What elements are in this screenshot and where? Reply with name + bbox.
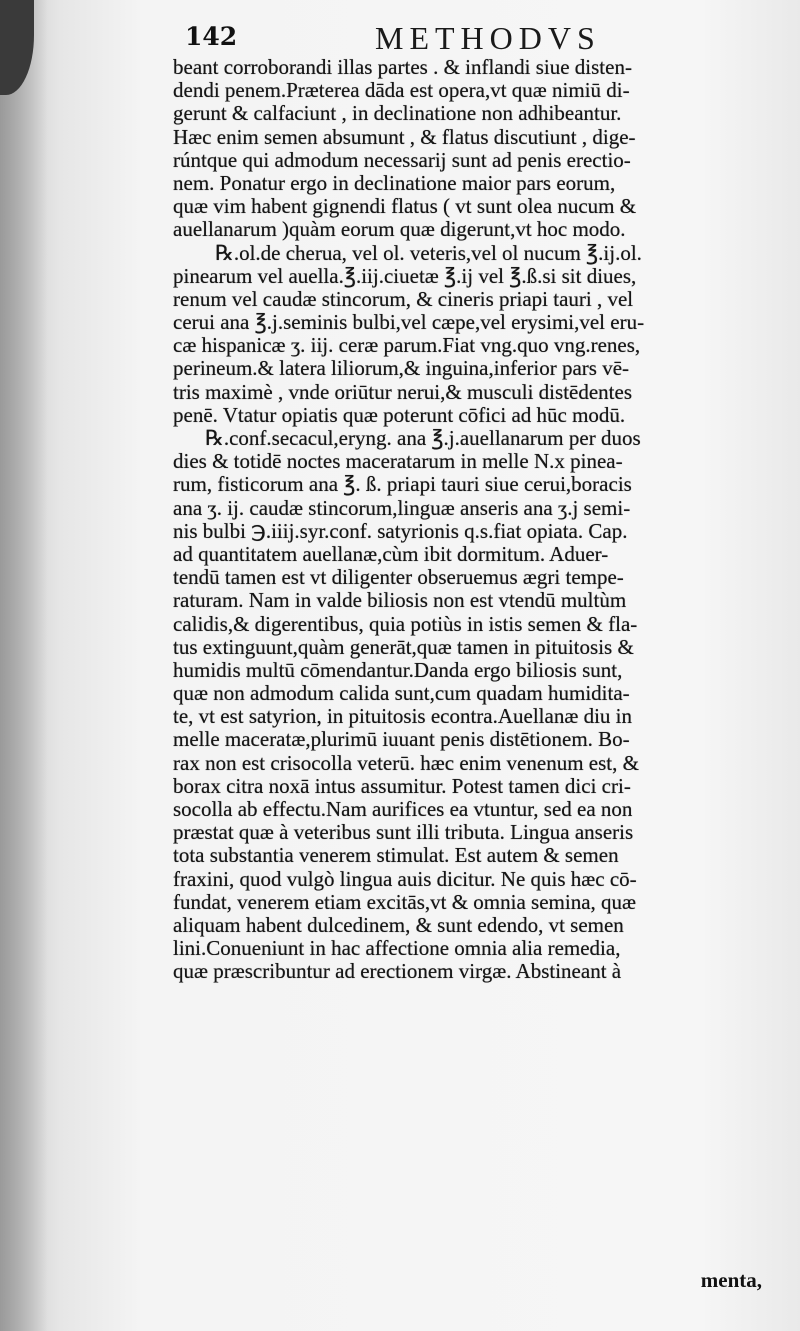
text-line: tus extinguunt,quàm generāt,quæ tamen in pituitosis & bbox=[173, 635, 634, 659]
catchword: menta, bbox=[700, 1268, 762, 1292]
text-line: ad quantitatem auellanæ,cùm ibit dormitum. Aduer- bbox=[173, 542, 609, 566]
text-line: tendū tamen est vt diligenter obseruemus ægri tempe- bbox=[173, 566, 624, 590]
text-line: rúntque qui admodum necessarij sunt ad penis erectio- bbox=[173, 148, 631, 172]
text-line: tris maximè , vnde oriūtur nerui,& musculi distēdentes bbox=[173, 380, 632, 404]
text-line: quæ non admodum calida sunt,cum quadam humidita- bbox=[173, 682, 630, 706]
text-line: te, vt est satyrion, in pituitosis econtra.Auellanæ diu in bbox=[173, 705, 633, 729]
page-header bbox=[185, 22, 745, 58]
text-line: aliquam habent dulcedinem, & sunt edendo, vt semen bbox=[173, 913, 624, 937]
text-line: fundat, venerem etiam excitās,vt & omnia semina, quæ bbox=[173, 890, 637, 914]
text-line: dies & totidē noctes maceratarum in melle N.x pinea- bbox=[173, 450, 623, 474]
text-line: pinearum vel auella.℥.iij.ciuetæ ℥.ij vel ℥.ß.si sit diues, bbox=[173, 264, 637, 288]
text-line: præstat quæ à veteribus sunt illi tributa. Lingua anseris bbox=[173, 821, 634, 845]
text-line: dendi penem.Præterea dāda est opera,vt quæ nimiū di- bbox=[173, 79, 630, 103]
text-line: socolla ab effectu.Nam aurifices ea vtuntur, sed ea non bbox=[173, 798, 633, 821]
text-line: ℞.conf.secacul,eryng. ana ℥.j.auellanarum per duos bbox=[205, 427, 641, 450]
text-line: gerunt & calfaciunt , in declinatione non adhibeantur. bbox=[173, 102, 622, 126]
text-line: quæ vim habent gignendi flatus ( vt sunt olea nucum & bbox=[173, 195, 637, 219]
text-line: borax citra noxā intus assumitur. Potest tamen dici cri- bbox=[173, 774, 631, 798]
text-line: humidis multū cōmendantur.Danda ergo biliosis sunt, bbox=[173, 658, 623, 682]
spine-shadow bbox=[0, 0, 48, 1331]
text-line: Hæc enim semen absumunt , & flatus discutiunt , dige- bbox=[173, 125, 636, 149]
text-line: nis bulbi ℈.iiij.syr.conf. satyrionis q.s.fiat opiata. Cap. bbox=[173, 519, 628, 543]
text-line: fraxini, quod vulgò lingua auis dicitur. Ne quis hæc cō- bbox=[173, 867, 637, 891]
text-line: rum, fisticorum ana ℥. ß. priapi tauri siue cerui,boracis bbox=[173, 473, 632, 497]
body-text bbox=[173, 56, 773, 984]
text-line: rax non est crisocolla veterū. hæc enim venenum est, & bbox=[173, 751, 639, 775]
running-head: METHODVS bbox=[375, 20, 601, 56]
text-line: raturam. Nam in valde biliosis non est vtendū multùm bbox=[173, 589, 627, 613]
page-number: 142 bbox=[185, 22, 238, 51]
text-line: quæ præscribuntur ad erectionem virgæ. Abstineant à bbox=[173, 960, 622, 984]
text-line: cerui ana ℥.j.seminis bulbi,vel cæpe,vel erysimi,vel eru- bbox=[173, 311, 645, 335]
text-line: auellanarum )quàm eorum quæ digerunt,vt hoc modo. bbox=[173, 218, 626, 242]
text-line: penē. Vtatur opiatis quæ poterunt cōfici ad hūc modū. bbox=[173, 403, 626, 427]
text-line: melle maceratæ,plurimū iuuant penis distētionem. Bo- bbox=[173, 728, 630, 752]
text-line: lini.Conueniunt in hac affectione omnia alia remedia, bbox=[173, 937, 621, 961]
text-line: ana ʒ. ij. caudæ stincorum,linguæ anseris ana ʒ.j semi- bbox=[173, 496, 631, 520]
text-line: cæ hispanicæ ʒ. iij. ceræ parum.Fiat vng.quo vng.renes, bbox=[173, 334, 641, 358]
text-line: renum vel caudæ stincorum, & cineris priapi tauri , vel bbox=[173, 287, 634, 311]
text-line: perineum.& latera liliorum,& inguina,inferior pars vē- bbox=[173, 357, 630, 381]
text-line: nem. Ponatur ergo in declinatione maior pars eorum, bbox=[173, 171, 616, 195]
text-line: calidis,& digerentibus, quia potiùs in istis semen & fla- bbox=[173, 612, 638, 636]
text-line: tota substantia venerem stimulat. Est autem & semen bbox=[173, 844, 619, 868]
text-line: ℞.ol.de cherua, vel ol. veteris,vel ol nucum ℥.ij.ol. bbox=[215, 241, 642, 265]
text-line: beant corroborandi illas partes . & inflandi siue disten- bbox=[173, 56, 632, 79]
